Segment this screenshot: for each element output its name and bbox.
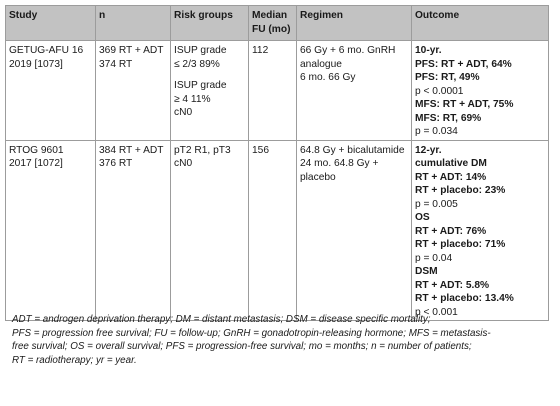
cell-outcome-line: PFS: RT, 49% bbox=[415, 72, 480, 83]
cell-regimen-line: 64.8 Gy + bicalutamide bbox=[300, 144, 405, 156]
cell-outcome-line: p < 0.0001 bbox=[415, 85, 464, 97]
cell-median-fu: 112 bbox=[249, 41, 297, 141]
cell-regimen bbox=[297, 140, 412, 321]
cell-outcome-line: RT + ADT: 5.8% bbox=[415, 279, 490, 291]
cell-regimen-line: 6 mo. 66 Gy bbox=[300, 72, 356, 83]
cell-study bbox=[6, 140, 96, 321]
cell-risk-groups bbox=[171, 41, 249, 141]
cell-risk-groups-line: pT2 R1, pT3 bbox=[174, 144, 231, 156]
cell-outcome-line: RT + placebo: 71% bbox=[415, 239, 506, 250]
cell-outcome-line: RT + ADT: 14% bbox=[415, 171, 487, 183]
header-study: Study bbox=[6, 6, 96, 41]
header-median-fu: Median FU (mo) bbox=[249, 6, 297, 41]
cell-risk-groups-line: cN0 bbox=[174, 107, 193, 118]
cell-regimen-line: 24 mo. 64.8 Gy + bbox=[300, 158, 379, 169]
cell-study-line: RTOG 9601 bbox=[9, 144, 64, 156]
cell-risk-groups-line bbox=[174, 71, 245, 79]
cell-study bbox=[6, 41, 96, 141]
header-outcome: Outcome bbox=[412, 6, 549, 41]
cell-outcome-line: MFS: RT + ADT, 75% bbox=[415, 99, 514, 110]
cell-median-fu: 156 bbox=[249, 140, 297, 321]
cell-outcome-line: RT + placebo: 23% bbox=[415, 185, 506, 196]
header-regimen: Regimen bbox=[297, 6, 412, 41]
cell-study-line: 2019 [1073] bbox=[9, 58, 63, 70]
cell-outcome-line: RT + ADT: 76% bbox=[415, 225, 487, 237]
table-row bbox=[6, 41, 549, 141]
cell-risk-groups-line: ISUP grade bbox=[174, 45, 227, 56]
cell-outcome-line: RT + placebo: 13.4% bbox=[415, 293, 514, 304]
cell-n-line: 369 RT + ADT bbox=[99, 45, 164, 56]
footnote-line: RT = radiotherapy; yr = year. bbox=[12, 354, 137, 366]
cell-risk-groups-line: ≤ 2/3 89% bbox=[174, 58, 220, 70]
cell-outcome-line: 10-yr. bbox=[415, 45, 442, 56]
header-n: n bbox=[96, 6, 171, 41]
cell-outcome-line: p = 0.005 bbox=[415, 198, 458, 210]
cell-study-line: GETUG-AFU 16 bbox=[9, 45, 84, 56]
table-footnote bbox=[12, 313, 552, 367]
cell-outcome-line: cumulative DM bbox=[415, 158, 487, 169]
cell-risk-groups-line: ISUP grade bbox=[174, 80, 227, 91]
cell-n-line: 384 RT + ADT bbox=[99, 144, 164, 156]
cell-risk-groups-line: cN0 bbox=[174, 158, 193, 169]
cell-outcome-line: OS bbox=[415, 212, 430, 223]
cell-outcome-line: MFS: RT, 69% bbox=[415, 112, 482, 124]
cell-outcome-line: p = 0.034 bbox=[415, 126, 458, 137]
cell-regimen-line: analogue bbox=[300, 58, 342, 70]
table-header-row bbox=[6, 6, 549, 41]
cell-regimen-line: 66 Gy + 6 mo. GnRH bbox=[300, 45, 396, 56]
cell-outcome bbox=[412, 41, 549, 141]
cell-regimen-line: placebo bbox=[300, 171, 336, 183]
footnote-line: PFS = progression free survival; FU = follow-up; GnRH = gonadotropin-releasing hormone; MFS = metastasis- bbox=[12, 327, 491, 339]
cell-study-line: 2017 [1072] bbox=[9, 158, 63, 169]
table-row bbox=[6, 140, 549, 321]
footnote-line: ADT = androgen deprivation therapy; DM = distant metastasis; DSM = disease specific mortality; bbox=[12, 314, 431, 325]
cell-risk-groups bbox=[171, 140, 249, 321]
cell-outcome-line: PFS: RT + ADT, 64% bbox=[415, 58, 512, 70]
cell-regimen bbox=[297, 41, 412, 141]
cell-outcome-line: DSM bbox=[415, 266, 438, 277]
trial-comparison-table bbox=[5, 5, 549, 321]
header-risk-groups: Risk groups bbox=[171, 6, 249, 41]
cell-outcome bbox=[412, 140, 549, 321]
cell-outcome-line: 12-yr. bbox=[415, 144, 442, 156]
cell-n-line: 376 RT bbox=[99, 158, 133, 169]
cell-n bbox=[96, 140, 171, 321]
cell-n bbox=[96, 41, 171, 141]
cell-outcome-line: p < 0.001 bbox=[415, 306, 458, 318]
cell-risk-groups-line: ≥ 4 11% bbox=[174, 93, 211, 105]
footnote-line: free survival; OS = overall survival; PFS = progression-free survival; mo = months; n = number of patients; bbox=[12, 341, 472, 352]
cell-n-line: 374 RT bbox=[99, 58, 133, 70]
cell-outcome-line: p = 0.04 bbox=[415, 252, 453, 264]
